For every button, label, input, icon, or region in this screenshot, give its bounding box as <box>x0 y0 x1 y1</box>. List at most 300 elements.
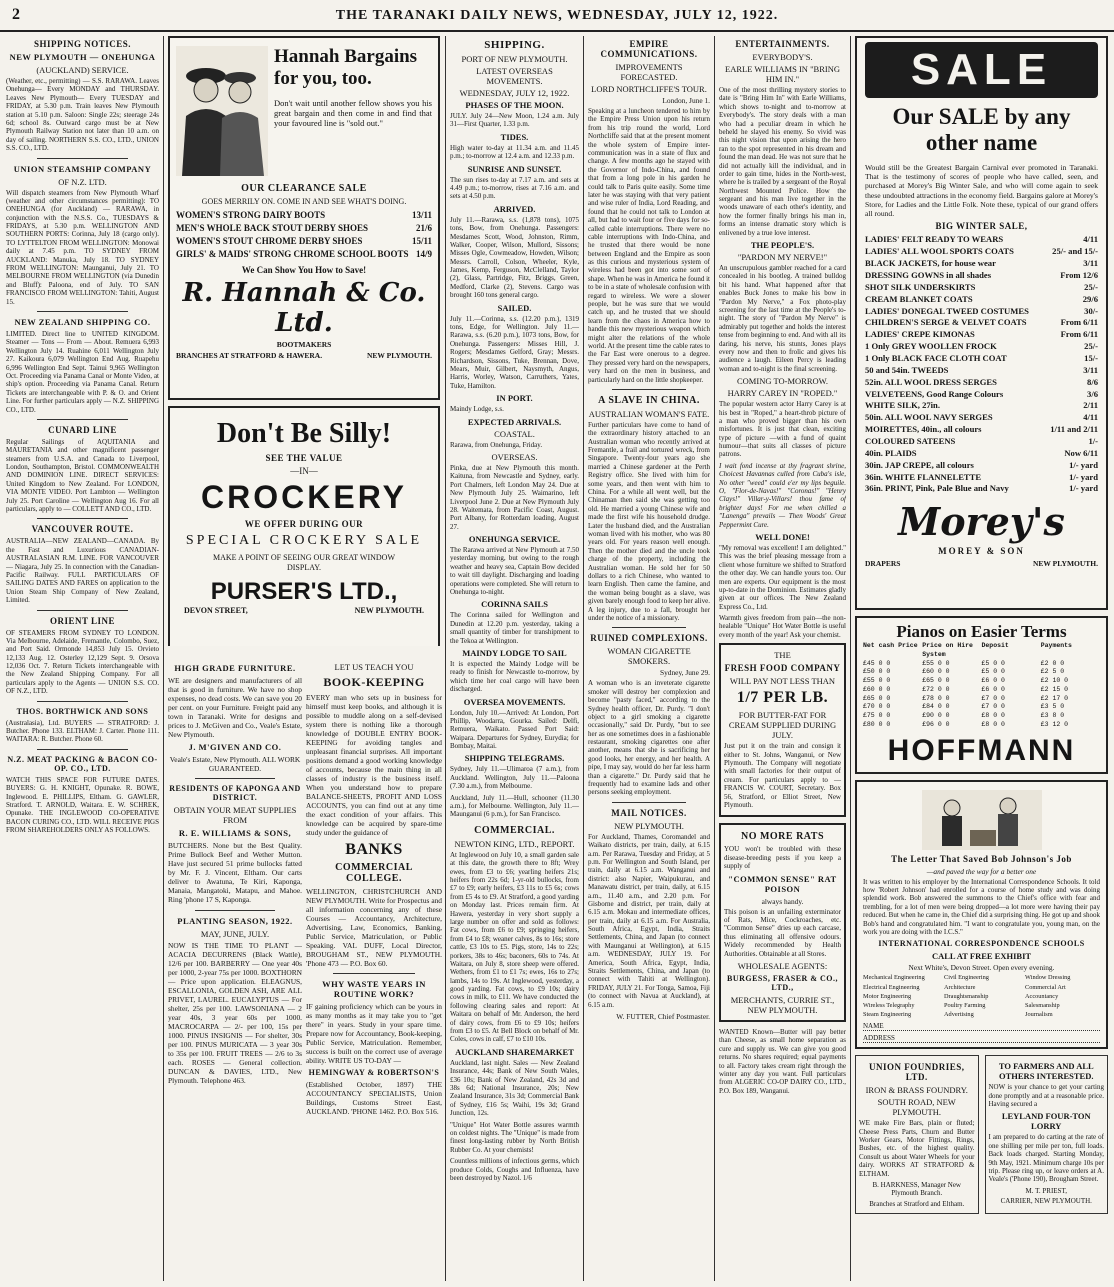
warmth-note: Warmth gives freedom from pain—the non-healable "Unique" Hot Water Bottle is useful every month of the year! Ask your chemist. <box>719 614 846 639</box>
pursers-town: NEW PLYMOUTH. <box>354 606 424 616</box>
hannah-ad <box>168 36 440 400</box>
item-price: 15/11 <box>411 235 432 246</box>
course-item: Salesmanship <box>1025 1001 1060 1009</box>
rats-address: MERCHANTS, CURRIE ST., NEW PLYMOUTH. <box>730 994 835 1015</box>
price-row <box>865 472 1098 484</box>
corinna-heading: CORINNA SAILS <box>481 599 548 610</box>
carrier-ad <box>985 1055 1109 1214</box>
table-cell: £55 0 0 <box>922 659 950 667</box>
foundries-branches: Branches at Stratford and Eltham. <box>869 1199 965 1208</box>
item-name: WOMEN'S STOUT CHROME DERBY SHOES <box>176 235 363 246</box>
arrived-body: July 11.—Rarawa, s.s. (1,878 tons), 1075 tons, Bow, from Onehunga. Passengers: Mesdames Scott, Wood, Johnston, Rimm, Walker, Cooper, Wilson, Mullord, Sissons; Misses Ogle, Cowmeadow, Howden, Wilson; Messrs. Carroll, Colson, Wheeler, Kyle, James, Kemp, Ferguson, McClelland, Taylor (2), Glass, Partridge, Fitz, Briggs, Green, Medford, Clarke (2), Stevens. Cargo was brought 160 tons general cargo. <box>450 215 579 300</box>
onehunga-heading: NEW PLYMOUTH — ONEHUNGA <box>9 52 156 62</box>
price-row <box>865 365 1098 377</box>
mail-signature: W. FUTTER, Chief Postmaster. <box>616 1012 710 1021</box>
divider <box>37 311 129 312</box>
item-name: 1 Only GREY WOOLLEN FROCK <box>865 341 997 352</box>
ics-ad <box>855 780 1108 1050</box>
table-cell: £65 0 0 <box>922 677 950 685</box>
oversea-movements-body: London, July 10.—Arrived: At London, Port Phillip, Woodarra, Gourka. Sailed: Delfi, Remuera, Waikato. Passed Port Said: Waipara. Departures for Sydney, Eurydia; for Bombay, Maitai. <box>450 708 579 751</box>
moreys-logo: Morey's <box>898 499 1065 545</box>
table-cell: £2 5 0 <box>1040 668 1065 676</box>
ruined-sub: WOMAN CIGARETTE SMOKERS. <box>607 646 691 667</box>
table-row <box>863 695 1100 704</box>
item-price: 13/11 <box>411 209 432 220</box>
item-price: 8/6 <box>1087 376 1098 387</box>
auckland-sharemarket-body: Auckland, last night. Sales — New Zealand Insurance, 44s; Bank of New South Wales, £36 10s; Bank of New Zealand, 42s 3d and 38s 6d; National Insurance, 20s; New Zealand Insurance, 31s 3d; Commercial Bank of Sydney, £16 5s; Waihi, 19s 3d; Grand Junction, 12s. <box>450 1058 579 1118</box>
table-row <box>863 721 1100 730</box>
kaponga-firm: R. E. WILLIAMS & SONS, <box>178 828 292 839</box>
waste-body: IF gaining proficiency which can be yours in as many months as it may take you to "get there" in years. Study in your spare time. Prepare now for Accountancy, Book-keeping, Public Service, Matriculation. Remember, success is built on the correct use of average ability. WRITE US TO-DAY — <box>306 1001 442 1065</box>
item-price: 3/6 <box>1087 388 1098 399</box>
couple-illustration <box>176 46 268 176</box>
education-column <box>306 660 442 1281</box>
item-name: WOMEN'S STRONG DAIRY BOOTS <box>176 209 326 220</box>
onehunga-service-body: The Rarawa arrived at New Plymouth at 7.50 yesterday morning, but owing to the rough weather and heavy sea, Captain Bow decided to wait till daylight. Discharging and loading operations were completed. She will return to Onehunga to-night. <box>450 546 579 597</box>
well-done-heading: WELL DONE! <box>755 531 810 542</box>
course-item: Mechanical Engineering <box>863 974 925 982</box>
divider <box>37 749 129 750</box>
table-cell: £8 0 0 <box>981 720 1005 728</box>
telegrams-arrived: Sydney, July 11.—Ulimaroa (7 a.m.), from Auckland. Wellington, July 11.—Paloona (7.30 a.m.), from Melbourne. <box>450 765 579 791</box>
cunard-body: Regular Sailings of AQUITANIA and MAURETANIA and other magnificent passenger steamers from U.S.A. and Canada to Liverpool, London, Southampton, Bristol. COMMONWEALTH AND DOMINION LINE. DIRECT SERVICES: United Kingdom to New Zealand. For LONDON, VIA MONTE VIDEO. Port Lambton — Wellington July 25. Port Caroline — Wellington Aug 16. For all particulars, apply to — COLLETT AND CO., LTD. <box>6 437 159 514</box>
ics-name-field[interactable]: NAME <box>863 1022 1100 1031</box>
pursers-special: SPECIAL CROCKERY SALE <box>185 532 423 548</box>
farmers-body: NOW is your chance to get your carting done promptly and at a reasonable price. Having secured a <box>988 1083 1104 1109</box>
item-price: 2/11 <box>1083 400 1098 411</box>
item-name: WHITE SILK, 27in. <box>865 400 940 411</box>
item-price: From 6/11 <box>1060 329 1098 340</box>
maindy-body: It is expected the Maindy Lodge will be ready to finish for Newcastle to-morrow, by which time her coal cargo will have been discharged. <box>450 659 579 694</box>
table-cell: £5 0 0 <box>981 659 1005 667</box>
pursers-name: PURSER'S LTD., <box>210 578 398 606</box>
slave-body: Further particulars have come to hand of the extraordinary history attached to an Australian woman who recently arrived at Fremantle, a frail and tortured wreck, from Singapore. Twenty-four years ago she married a Chinese gardener at the Perth Registry office. She lived with him for some years, and then went with him to China. For a while all went well, but the Chinaman then said she was getting too old. He married a young Chinese wife and made the first wife his household drudge. Later the husband died, and the Australian woman lived with his mother, who was 80 years old. For years reason well enough. Then the mother died and the uncle took charge of the property, including the Australian woman. He sold her for 50 dollars to a rich Chinese, who wanted to learn English. Then came the famine, and the woman being bought as a slave, was given barely enough food to keep her alive. A leg injury, due to a fall, brought her under the notice of a missionary. <box>588 420 710 622</box>
nz-shipping-heading: NEW ZEALAND SHIPPING CO. <box>14 316 151 327</box>
hannah-branches: BRANCHES AT STRATFORD & HAWERA. <box>176 351 323 361</box>
everybodys-body: One of the most thrilling mystery stories to date is "Bring Him In" with Earle Williams, which shows to-night and to-morrow at Everybody's. The story deals with a man who had a peculiar dream in which he beheld he slayed his enemy. So vivid was this night vision that upon arising the hero ran to the spot represented in his dream and found the man dead. He was not sure that he did not actually kill the individual, and in order to gain time, hides in the North-west, where he is trailed by a sergeant of the Royal Northwest Mounted Police. How the sergeant and his man live together in the woods unaware of each other's identity, and how the former finally brings his man in, forms an intense dramatic story which is enlivened by a true love interest. <box>719 86 846 237</box>
table-cell: £60 0 0 <box>922 668 950 676</box>
pianos-col: Payments <box>1040 642 1072 649</box>
pardon-nerve-heading: "PARDON MY NERVE!" <box>737 252 828 263</box>
farmers-body2: I am prepared to do carting at the rate of one shilling per mile per ton, full loads. Back loads charged. Starting Monday, 9th May, 1921. Minimum charge 10s per trip. Please ring up, or leave orders at A. Veale's ('Phone 190), Brougham Street. <box>988 1133 1104 1184</box>
empire-sub2: LORD NORTHCLIFFE'S TOUR. <box>591 84 707 94</box>
foundries-heading: UNION FOUNDRIES, LTD. <box>868 1062 965 1083</box>
moreys-drapers: DRAPERS <box>865 559 901 569</box>
well-done-body: "My removal was excellent! I am delighted." This was the brief pleasing message from a client whose furniture we shifted to Stratford the other day. We can handle yours too. Our men are experts. Our equipment is the most up-to-date in the Dominion. Estimates gladly given at our offices. The New Zealand Express Co., Ltd. <box>719 543 846 611</box>
table-cell: £70 0 0 <box>863 703 891 711</box>
item-price: 3/11 <box>1083 258 1098 269</box>
table-row <box>863 677 1100 686</box>
nazol-note: Countless millions of infectious germs, which produce Colds, Coughs and Influenza, have been destroyed by Nazol. 1/6 <box>450 1157 579 1182</box>
fresh-food-sub: WILL PAY NOT LESS THAN <box>729 676 836 687</box>
foundries-manager: B. HARKNESS, Manager New Plymouth Branch. <box>872 1181 961 1198</box>
course-item: Electrical Engineering <box>863 983 920 991</box>
table-cell: £6 0 0 <box>981 685 1005 693</box>
banks-sub: COMMERCIAL COLLEGE. <box>335 861 413 884</box>
item-name: LADIES' DONEGAL TWEED COSTUMES <box>865 305 1029 316</box>
hannah-body: Don't wait until another fellow shows you his great bargain and then come in and find that your favoured line is "sold out." <box>274 97 432 129</box>
pianos-ad <box>855 616 1108 774</box>
moreys-sub-logo: MOREY & SON <box>938 546 1025 557</box>
pursers-ad <box>168 406 440 646</box>
table-cell: £45 0 0 <box>863 659 891 667</box>
sun-heading: SUNRISE AND SUNSET. <box>467 163 562 174</box>
item-price: 4/11 <box>1083 234 1098 245</box>
item-name: LADIES' ALL WOOL SPORTS COATS <box>865 246 1014 257</box>
moon-body: JULY. July 24—New Moon, 1.24 a.m. July 31—First Quarter, 1.33 p.m. <box>450 112 579 129</box>
pursers-product: CROCKERY <box>201 478 407 515</box>
farmers-lorry: LEYLAND FOUR-TON LORRY <box>1001 1111 1091 1132</box>
item-price: 25/- <box>1084 281 1098 292</box>
item-name: 50 and 54in. TWEEDS <box>865 364 949 375</box>
item-name: 30in. JAP CREPE, all colours <box>865 459 974 470</box>
telegrams-sailed: Auckland, July 11.—Hull, schooner (11.30 a.m.), for Melbourne. Wellington, July 11.—Maunganui (6 p.m.), for San Francisco. <box>450 793 579 819</box>
item-price: 1/- yard <box>1069 459 1098 470</box>
price-row <box>865 353 1098 365</box>
item-name: 52in. ALL WOOL DRESS SERGES <box>865 376 997 387</box>
hannah-sale-sub: GOES MERRILY ON. COME IN AND SEE WHAT'S DOING. <box>201 197 407 206</box>
ics-address-field[interactable]: ADDRESS <box>863 1034 1100 1043</box>
sun-body: The sun rises to-day at 7.17 a.m. and sets at 4.49 p.m.; to-morrow, rises at 7.16 a.m. and sets at 4.50 p.m. <box>450 175 579 201</box>
table-cell: £3 5 0 <box>1040 703 1065 711</box>
divider <box>612 802 685 803</box>
hannah-town: NEW PLYMOUTH. <box>366 351 432 361</box>
item-price: 15/- <box>1084 352 1098 363</box>
pianos-table <box>863 660 1100 730</box>
rats-heading: NO MORE RATS <box>740 831 825 843</box>
furniture-heading: HIGH GRADE FURNITURE. <box>174 663 296 673</box>
pursers-headline: Don't Be Silly! <box>216 418 392 449</box>
moreys-sale-ad <box>855 36 1108 610</box>
item-price: 21/6 <box>415 222 432 233</box>
bookkeeping-title: BOOK-KEEPING <box>323 675 425 689</box>
divider <box>37 701 129 702</box>
slave-sub: AUSTRALIAN WOMAN'S FATE. <box>588 408 710 419</box>
price-row <box>865 282 1098 294</box>
price-row <box>865 424 1098 436</box>
office-illustration <box>922 790 1042 850</box>
divider <box>37 518 129 519</box>
table-row <box>863 686 1100 695</box>
ruined-body: A woman who is an inveterate cigarette smoker will destroy her complexion and become "pasty faced," according to the Sydney health officer, Dr. Purdy. "I don't object to a girl smoking a cigarette occasionally," said Dr. Purdy, "but to see her as one sometimes does in a fashionable restaurant, smoking cigarettes one after another, means that she is sacrificing her good looks, her energy, and her health. A pipe, I may say, would do her far less harm than a cigarette." Dr. Purdy said that he frequently had to examine lads and other persons seeking employment. <box>588 679 710 797</box>
hannah-clearance-sale: OUR CLEARANCE SALE <box>241 183 367 194</box>
price-row <box>865 460 1098 472</box>
overseas-heading: OVERSEAS. <box>491 451 538 462</box>
tides-body: High water to-day at 11.34 a.m. and 11.45 p.m.; to-morrow at 12.4 a.m. and 12.33 p.m. <box>450 143 579 161</box>
column-rule <box>163 36 164 1281</box>
table-cell: £55 0 0 <box>863 677 891 685</box>
item-name: MEN'S WHOLE BACK STOUT DERBY SHOES <box>176 222 368 233</box>
course-item: Commercial Art <box>1025 983 1066 991</box>
item-name: 1 Only BLACK FACE CLOTH COAT <box>865 352 1007 363</box>
price-row <box>865 341 1098 353</box>
waste-heading: WHY WASTE YEARS IN ROUTINE WORK? <box>322 978 426 999</box>
price-row <box>865 329 1098 341</box>
price-row <box>176 222 432 235</box>
planting-sub: MAY, JUNE, JULY. <box>200 928 270 939</box>
price-row <box>865 246 1098 258</box>
borthwick-heading: THOS. BORTHWICK AND SONS <box>16 706 149 716</box>
rats-body2: This poison is an unfailing exterminator of Rats, Mice, Cockroaches, etc. "Common Sense" dries up each carcase, thus eliminating all offensive odours. Widely recommended by Health Authorities. Obtainable at all Stores. <box>724 907 841 958</box>
moon-heading: PHASES OF THE MOON. <box>465 100 564 110</box>
bookkeeping-pre: LET US TEACH YOU <box>334 662 414 672</box>
expected-heading: EXPECTED ARRIVALS. <box>467 416 562 427</box>
fresh-food-ad <box>719 643 846 817</box>
shipping-notices-column <box>6 36 159 1281</box>
entertainments-column <box>719 36 846 1281</box>
item-price: 29/6 <box>1082 293 1098 304</box>
item-price: 3/11 <box>1083 364 1098 375</box>
sale-price-list <box>865 234 1098 495</box>
wanted-notice: WANTED Known—Butter will pay better than Cheese, as small home separation as cure and supply us. We can give you good returns. No shares required; equal payments to all. Factory takes cream right through the winter any day you want. Full particulars from ALGERIC CO-OP DAIRY CO., LTD., P.O. Box 189, Wanganui. <box>719 1027 846 1095</box>
table-cell: £3 8 0 <box>1040 712 1065 720</box>
orient-heading: ORIENT LINE <box>49 615 116 626</box>
price-row <box>865 412 1098 424</box>
mail-heading: MAIL NOTICES. <box>611 807 687 818</box>
item-price: From 12/6 <box>1060 269 1098 280</box>
item-price: From 6/11 <box>1060 317 1098 328</box>
rats-body: YOU won't be troubled with these disease-breeding pests if you keep a supply of <box>724 845 841 871</box>
auckland-sharemarket-heading: AUCKLAND SHAREMARKET <box>455 1046 574 1057</box>
furniture-firm: J. M'GIVEN AND CO. <box>188 742 282 753</box>
rats-firm: BURGESS, FRASER & CO., LTD., <box>726 973 838 992</box>
rat-poison-ad <box>719 823 846 1022</box>
rats-product: "COMMON SENSE" RAT POISON <box>728 873 837 894</box>
pianos-table-header <box>863 642 1100 660</box>
waste-firm: HEMINGWAY & ROBERTSON'S <box>308 1068 440 1077</box>
farmers-town: CARRIER, NEW PLYMOUTH. <box>1000 1197 1092 1206</box>
bottom-ads <box>855 1055 1108 1214</box>
kaponga-body: BUTCHERS. None but the Best Quality. Prime Bullock Beef and Wether Mutton. Have just secured 51 prime bullocks fatted by Mr. F. J. Vincent, Eltham. Our carts deliver to Awatuna, Te Kiri, Kaponga, Manaia, Mangatoki, Matapu, and Mahoe. Ring 'phone 17 S, Kaponga. <box>168 841 302 905</box>
item-name: CHILDREN'S SERGE & VELVET COATS <box>865 317 1027 328</box>
vancouver-body: AUSTRALIA—NEW ZEALAND—CANADA. By the Fast and Luxurious CANADIAN-AUSTRALASIAN R.M. LINE. FOR VANCOUVER — Niagara, July 25. In connection with the Canadian-Pacific Railway. FULL PARTICULARS OF SAILING DATES AND FARES on application to the Union Steam Ship Company of New Zealand, Limited. <box>6 537 159 605</box>
table-row <box>863 660 1100 669</box>
peoples-heading: THE PEOPLE'S. <box>750 240 815 251</box>
ics-address: Next White's, Devon Street. Open every evening. <box>908 963 1055 973</box>
course-item: Journalism <box>1025 1011 1053 1019</box>
cunard-heading: CUNARD LINE <box>48 424 117 435</box>
course-item: Wireless Telegraphy <box>863 1001 915 1009</box>
fresh-food-body: Just put it on the train and consign it either to St. Johns, Wanganui, or New Plymouth. The Company will negotiate with small factories for their output of cream. For particulars apply to — FRANCIS W. COURT, Secretary. Box 56, Stratford, or Elliot Street, New Plymouth. <box>724 742 841 809</box>
pianos-col: Net cash Price <box>863 642 918 649</box>
bookkeeping-body: EVERY man who sets up in business for himself must keep books, and although it is possible to muddle along on a self-devised system there is nothing like a thorough knowledge of DOUBLE ENTRY BOOK-KEEPING for avoiding tangles and unpleasant financial surprises. All important positions demand a good working knowledge of accounts, because the main thing in all classes of industry is the business itself. When you understand how to prepare BALANCE-SHEETS, PROFIT AND LOSS ACCOUNTS, you can find out at any time the exact condition of your affairs. This knowledge can be acquired by spare-time study under the guidance of <box>306 693 442 838</box>
corinna-body: The Corinna sailed for Wellington and Dunedin at 12.20 p.m. yesterday, taking a small quantity of timber for transhipment to the Tekoa at Wellington. <box>450 611 579 645</box>
farmers-heading: TO FARMERS AND ALL OTHERS INTERESTED. <box>998 1061 1094 1082</box>
divider <box>37 610 129 611</box>
item-name: LADIES' FELT READY TO WEARS <box>865 234 1004 245</box>
table-cell: £7 0 0 <box>981 694 1005 702</box>
union-steamship-sub: OF N.Z. LTD. <box>58 176 107 187</box>
oversea-movements-heading: OVERSEA MOVEMENTS. <box>463 696 566 707</box>
coastal-body: Rarawa, from Onehunga, Friday. <box>450 440 543 449</box>
shipping-telegrams-heading: SHIPPING TELEGRAMS. <box>464 753 565 764</box>
shipping-notices-heading: SHIPPING NOTICES. <box>33 39 132 49</box>
fresh-food-for: FOR BUTTER-FAT FOR CREAM SUPPLIED DURING JULY. <box>728 710 837 741</box>
mail-body: For Auckland, Thames, Coromandel and Waikato districts, per train, daily, at 6.15 a.m. Per Rarawa, Tuesday and Friday, at 5 p.m. For Wellington and South Island, per train, daily at 6.15 a.m. Wanganui and district: also Napier, Waipukurau, and Manawatu district, per train, daily, at 6.15 a.m., 11.40 a.m., and 2.20 p.m. For Gisborne and district, per train, daily at 6.15 a.m. Mokau and intermediate offices, per train, daily at 6.15 a.m. For Australia, South Africa, Egypt, India, Straits Settlements, China, and Japan (to connect with Maunganui at Wellington), at 6.15 a.m. WEDNESDAY, JULY 19. For America, South Africa, Egypt, India, Straits Settlements, China, and Japan (to connect with Tahiti at Wellington). FRIDAY, JULY 21. For Tonga, Samoa, Fiji (to connect with Navua at Auckland), at 6.15 a.m. <box>588 832 710 1009</box>
ruined-heading: RUINED COMPLEXIONS. <box>590 633 708 644</box>
price-row <box>865 317 1098 329</box>
table-cell: £65 0 0 <box>863 694 891 702</box>
commercial-heading: COMMERCIAL. <box>474 824 555 836</box>
divider <box>37 158 129 159</box>
slave-heading: A SLAVE IN CHINA. <box>598 394 700 406</box>
hannah-logo-sub: BOOTMAKERS <box>276 339 332 349</box>
table-cell: £50 0 0 <box>863 668 891 676</box>
ics-letter-body: It was written to his employer by the International Correspondence Schools. It told how 'Robert Johnson' had enrolled for a course of home study and was doing splendid work. Bob answered the summons to the Chief's office with fear and trembling, for a lot of men were being dropped—a lot more were having their pay reduced. But when he came in, the Chief did a surprising thing. He got up and shook Bob's hand and congratulated him. "I want to congratulate you, young man, on the work you are doing with the I.C.S." <box>863 877 1100 937</box>
kaponga-heading: RESIDENTS OF KAPONGA AND DISTRICT. <box>169 784 301 803</box>
newspaper-title: THE TARANAKI DAILY NEWS, WEDNESDAY, JULY 12, 1922. <box>335 8 779 23</box>
price-row <box>176 209 432 222</box>
pursers-in: —IN— <box>290 466 318 476</box>
ics-letter-sub: —and paved the way for a better one <box>926 866 1037 876</box>
table-cell: £90 0 0 <box>922 712 950 720</box>
price-row <box>865 389 1098 401</box>
price-row <box>865 483 1098 495</box>
peppermint-poem: I wait fond incense at thy fragrant shrine, Choicest Havannas culled from Cuba's isle, No other "weed" could e'er my lips beguile. O, "Flor-de-Navas!" "Coronas!" "Henry Clays!" Villar-y-Villars! thou fame of brighter days! For me when chilled a "Lanenga" prevails — Then Woods' Great Peppermint Cure. <box>719 461 846 529</box>
planting-body: NOW IS THE TIME TO PLANT — ACACIA DECURRENS (Black Wattle), 12/6 per 100. BARBERRY — One year 40s per 1000, 2-year 75s per 1000. BOXTHORN — Price upon application. ELEAGNUS, ESCALLONIA, GOLDEN ASH, ARE ALL PRIVET, LAUREL. EUCALYPTUS — For shelter, 25s per 100. LAWSONIANA — 2 year 40s, 3 year 60s per 1000. MACROCARPA — 2/- per 100, 15s per 1000. PINUS INSIGNIS — For shelter, 30s per 100. PINUS MURICATA — 3 year 30s to 35s per 100. FRUIT TREES — 2/6 to 3s each. ROSES — General collection. DUNCAN & DAVIES, LTD., New Plymouth. Telephone 463. <box>168 940 302 1085</box>
news-column <box>588 36 710 1281</box>
onehunga-subheading: (AUCKLAND) SERVICE. <box>36 65 129 75</box>
rats-agents: WHOLESALE AGENTS: <box>737 960 828 971</box>
price-row <box>865 234 1098 246</box>
mail-sub: NEW PLYMOUTH. <box>614 820 684 831</box>
onehunga-service-heading: ONEHUNGA SERVICE. <box>468 534 561 545</box>
column-rule <box>850 36 851 1281</box>
hannah-price-list <box>176 209 432 261</box>
item-price: Now 6/11 <box>1064 447 1098 458</box>
table-cell: £84 0 0 <box>922 703 950 711</box>
pursers-window: MAKE A POINT OF SEEING OUR GREAT WINDOW DISPLAY. <box>212 552 395 572</box>
price-row <box>176 248 432 261</box>
furniture-column <box>168 660 302 1281</box>
shipping-heading: SHIPPING. <box>484 39 545 51</box>
right-ads-column <box>855 36 1108 1281</box>
nz-meat-packing-body: WATCH THIS SPACE FOR FUTURE DATES. BUYERS: G. H. KNIGHT, Opunake. R. BOWE, Inglewood. E. PHILLIPS, Eltham. G. GAWLER, Stratford. T. ARNOLD, Waitara. E. W. SCHREK, Opunake. THE INGLEWOOD CO-OPERATIVE BACON CURING CO., LTD. WILL RECEIVE PIGS FROM SHAREHOLDERS ONLY AS FOLLOWS. <box>6 775 159 835</box>
fresh-food-the: THE <box>774 650 791 661</box>
table-cell: £96 0 0 <box>922 720 950 728</box>
divider <box>612 627 685 628</box>
pursers-see-value: SEE THE VALUE <box>265 453 343 463</box>
kaponga-sub: OBTAIN YOUR MEAT SUPPLIES FROM <box>173 805 297 826</box>
newton-king-heading: NEWTON KING, LTD., REPORT. <box>454 838 575 849</box>
empire-dateline: London, June 1. <box>662 96 710 105</box>
hannah-logo: R. Hannah & Co. Ltd. <box>182 277 426 338</box>
furniture-address: Veale's Estate, New Plymouth. ALL WORK GUARANTEED. <box>169 755 301 774</box>
column-rule <box>583 36 584 1281</box>
table-cell: £72 0 0 <box>922 685 950 693</box>
divider <box>333 973 415 974</box>
table-cell: £5 0 0 <box>981 668 1005 676</box>
price-row <box>865 270 1098 282</box>
item-name: SHOT SILK UNDERSKIRTS <box>865 281 976 292</box>
table-cell: £2 17 0 <box>1040 694 1069 702</box>
pianos-heading: Pianos on Easier Terms <box>896 622 1067 641</box>
shipping-news-column <box>450 36 579 1281</box>
table-cell: £8 0 0 <box>981 712 1005 720</box>
fresh-food-price: 1/7 PER LB. <box>736 689 829 707</box>
table-cell: £75 0 0 <box>863 712 891 720</box>
latest-movements: LATEST OVERSEAS MOVEMENTS. <box>476 66 553 86</box>
port-subheading: PORT OF NEW PLYMOUTH. <box>461 54 568 64</box>
union-steamship-body: Will dispatch steamers from New Plymouth Wharf (weather and other circumstances permitting): TO ONEHUNGA (for Auckland) — RARAWA, in conjunction with the N.S.S. Co., TUESDAYS & FRIDAYS, at 5.30 p.m. WELLINGTON AND SOUTHERN PORTS: Corinna, July 18 (cargo only). TO LYTTELTON FROM WELLINGTON: Monowai daily at 7.45 p.m. TO SYDNEY FROM AUCKLAND: Manuka, July 18. TO SYDNEY FROM WELLINGTON: Maunganui, July 21. TO MELBOURNE FROM WELLINGTON (via Dunedin and Bluff): Paloona, end of July. TO SAN FRANCISCO FROM WELLINGTON: Tahiti, August 15. <box>6 188 159 306</box>
arrived-heading: ARRIVED. <box>493 203 536 214</box>
item-price: 25/- <box>1084 341 1098 352</box>
item-name: 50in. ALL WOOL NAVY SERGES <box>865 412 993 423</box>
planting-heading: PLANTING SEASON, 1922. <box>177 915 293 926</box>
item-price: 1/- yard <box>1069 483 1098 494</box>
display-ads-block <box>168 36 440 646</box>
item-price: 1/- <box>1088 435 1098 446</box>
price-row <box>865 400 1098 412</box>
course-item: Motor Engineering <box>863 992 912 1000</box>
price-row <box>865 306 1098 318</box>
fresh-food-heading: FRESH FOOD COMPANY <box>724 663 841 674</box>
table-cell: £7 0 0 <box>981 703 1005 711</box>
table-cell: £60 0 0 <box>863 685 891 693</box>
vancouver-heading: VANCOUVER ROUTE. <box>31 524 134 535</box>
table-cell: £2 10 0 <box>1040 677 1069 685</box>
overseas-body: Pinka, due at New Plymouth this month. Kaituna, from Newcastle and Sydney, early. Port Chalmers, left London May 24. Due at New Plymouth July 25. Waimarino, left Liverpool June 2. Due at New Plymouth July 28. Waitemata, from Pacific Coast, August. Port Albany, for Rotterdam loading, August 27. <box>450 463 579 531</box>
item-name: 36in. WHITE FLANNELETTE <box>865 471 982 482</box>
sale-subheading: BIG WINTER SALE, <box>935 221 1028 232</box>
hannah-save-line: We Can Show You How to Save! <box>241 264 367 275</box>
item-price: 4/11 <box>1083 412 1098 423</box>
item-price: 30/- <box>1084 305 1098 316</box>
price-row <box>865 436 1098 448</box>
item-name: VELVETEENS, Good Range Colours <box>865 388 1004 399</box>
sailed-body: July 11.—Corinna, s.s. (12.20 p.m.), 1319 tons, Edge, for Wellington. July 11.—Rarawa, s.s. (6.20 p.m.), 1073 tons, Bow, for Onehunga. Passengers: Misses Hill, J. Rogers; Mesdames Gelford, Gray; Messrs. Richardson, Sissons, Tuke, Brennan, Dove, Mears, Muir, Gilbert, Naysmyth, Angus, Harris, Worley, Watson, Carruthers, Yates, Tuke, Hamilton. <box>450 314 579 390</box>
table-row <box>863 668 1100 677</box>
course-item: Poultry Farming <box>944 1001 986 1009</box>
price-row <box>865 448 1098 460</box>
item-name: 40in. PLAIDS <box>865 447 917 458</box>
table-cell: £80 0 0 <box>863 720 891 728</box>
item-name: CREAM BLANKET COATS <box>865 293 973 304</box>
borthwick-body: (Australasia), Ltd. BUYERS — STRATFORD: J. Butcher. Phone 133. ELTHAM: J. Carter. Phone 111. WAITARA: R. Butcher. Phone 60. <box>6 718 159 744</box>
farmers-signature: M. T. PRIEST, <box>1025 1186 1067 1195</box>
item-name: BLACK JACKETS, for house wear <box>865 258 996 269</box>
pianos-col: Deposit <box>981 642 1009 649</box>
ruined-dateline: Sydney, June 29. <box>659 668 710 678</box>
pardon-nerve-body: An unscrupulous gambler reached for a card concealed in his bootleg. A trained bulldog bit his hand. What happened after that enables Buck Jones to make his bow in "Pardon My Nerve," a Fox photo-play screening for the last time at the People's to-night. The story of "Pardon My Nerve" is admirably put together and holds the interest tense from beginning to end. And with all its daring, his nerve, his stunts, Jones plays every now and then to frolic and gives his audience a laugh. Eileen Percy is leading woman and to-night is the final screening. <box>719 264 846 373</box>
maindy-heading: MAINDY LODGE TO SAIL <box>462 647 567 658</box>
newton-king-body: At Inglewood on July 10, a small garden sale at this date, the growth there to 8ft; Wrey ewes, from £3 to £6; yearling heifers 21s; heifers from 22s 6d; 1-yr-old bullocks, from £7 to £9; early heifers, £3 11s to £5 6s; cows from £5 4s to £9. At Stratford, a good yarding on Monday last. Prices remain firm. At Hawera, yesterday in very short supply a large number on offer and sold as follows: Fat cows, from £6 to £9; springing heifers, from £4 to £8; weaner calves, 8s to 16s; store cattle, £3 10s to £5. Pigs, store, 14s to 22s; porkers, 38s to 46s; baconers, 60s to 74s. At Waitara, on July 8, store sheep were offered. Wethers, from £1 to £1 7s; ewes, 16s to 27s; lambs, 14s to 19s. At Inglewood, yesterday, a good yarding. Fat cows, to £9 10s; dairy cows in milk, to £11. We have conducted the following clearing sales and report: At Waitara on behalf of Mr. Anderson, the herd of dairy cows, from £6 to £9 10s; heifers from £3 to £5. At Bell Block on behalf of Mr. Coles, cows in calf, £7 to £10 10s. <box>450 850 579 1044</box>
ics-heading: INTERNATIONAL CORRESPONDENCE SCHOOLS <box>878 939 1085 949</box>
hannah-headline: Hannah Bargains for you, too. <box>274 46 418 89</box>
sailed-heading: SAILED. <box>497 302 532 313</box>
price-row <box>176 235 432 248</box>
roped-heading: HARRY CAREY IN "ROPED." <box>727 388 838 399</box>
item-name: COLOURED SATEENS <box>865 435 956 446</box>
course-item: Civil Engineering <box>944 974 989 982</box>
earle-williams-heading: EARLE WILLIAMS IN "BRING HIM IN." <box>725 64 840 84</box>
banks-name: BANKS <box>345 840 403 858</box>
price-row <box>865 258 1098 270</box>
item-price: 1/11 and 2/11 <box>1050 424 1098 435</box>
banks-body: WELLINGTON, CHRISTCHURCH AND NEW PLYMOUTH. Write for Prospectus and all information concerning any of these Courses — Accountancy, Architecture, Advertising, Law, Economics, Banking, Public Service, Matriculation, or Public Speaking. VAL DUFF, Local Director, BROUGHAM ST., NEW PLYMOUTH. 'Phone 473 — P.O. Box 60. <box>306 886 442 968</box>
foundries-sub: IRON & BRASS FOUNDRY. <box>865 1085 968 1096</box>
empire-sub: IMPROVEMENTS FORECASTED. <box>615 62 683 82</box>
in-port-body: Maindy Lodge, s.s. <box>450 405 504 414</box>
divider <box>195 778 275 779</box>
course-item: Steam Engineering <box>863 1011 912 1019</box>
price-row <box>865 294 1098 306</box>
item-price: 14/9 <box>415 248 432 259</box>
nz-meat-packing-heading: N.Z. MEAT PACKING & BACON CO-OP. CO., LTD. <box>7 754 158 773</box>
orient-body: OF STEAMERS FROM SYDNEY TO LONDON. Via Melbourne, Adelaide, Fremantle, Colombo, Suez, and Port Said. Ormonde 14,853 July 15. Orvieto 12,133 Aug. 12. Osterley 12,129 Sept. 9. Orsova 12,036 Oct. 7. Return Tickets interchangeable with the New Zealand Shipping Company. For all particulars apply to the Agents — UNION S.S. CO. OF N.Z., LTD. <box>6 628 159 696</box>
everybodys-heading: EVERYBODY'S. <box>752 52 813 62</box>
waste-firm-sub: (Established October, 1897) THE ACCOUNTANCY SPECIALISTS, Union Buildings, Customs Street East, AUCKLAND. 'PHONE 1462. P.O. Box 516. <box>306 1080 442 1117</box>
